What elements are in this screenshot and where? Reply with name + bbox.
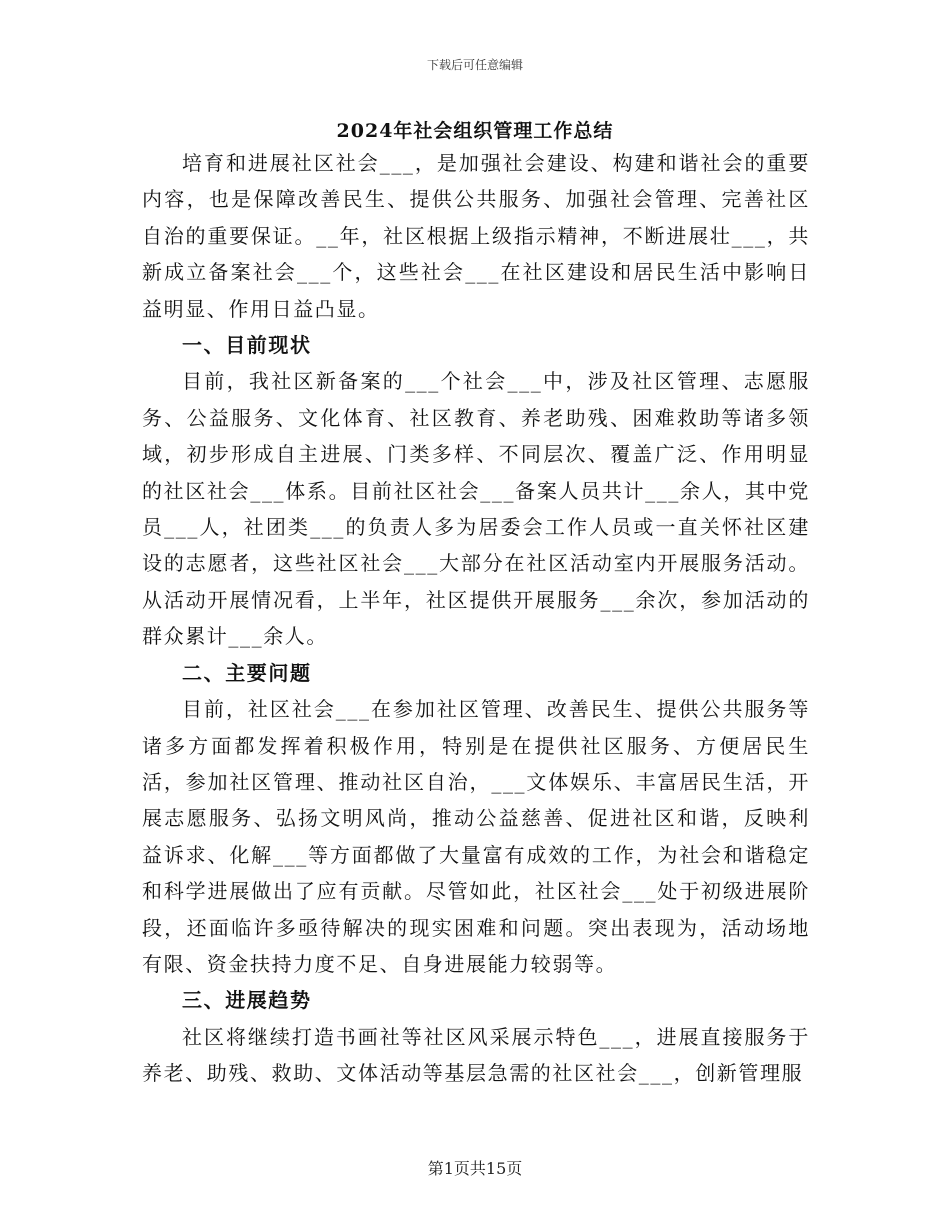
section-2-paragraph: 目前，社区社会___在参加社区管理、改善民生、提供公共服务等诸多方面都发挥着积极作用，特别是在提供社区服务、方便居民生活，参加社区管理、推动社区自治，___文体娱乐、丰富居民生活，开展志愿服务、弘扬文明风尚，推动公益慈善、促进社区和谐，反映利益诉求、化解___等方面都做了大量富有成效的工作，为社会和谐稳定和科学进展做出了应有贡献。尽管如此，社区社会___处于初级进展阶段，还面临许多亟待解决的现实困难和问题。突出表现为，活动场地有限、资金扶持力度不足、自身进展能力较弱等。 <box>142 697 810 976</box>
section-heading-2: 二、主要问题 <box>182 660 312 685</box>
page-number-footer: 第1页共15页 <box>427 1159 523 1178</box>
intro-paragraph: 培育和进展社区社会___，是加强社会建设、构建和谐社会的重要内容，也是保障改善民生、提供公共服务、加强社会管理、完善社区自治的重要保证。__年，社区根据上级指示精神，不断进展壮___，共新成立备案社会___个，这些社会___在社区建设和居民生活中影响日益明显、作用日益凸显。 <box>142 151 810 321</box>
document-body <box>142 145 810 1092</box>
document-title: 2024年社会组织管理工作总结 <box>336 120 614 142</box>
header-note: 下载后可任意编辑 <box>426 58 523 72</box>
section-1-paragraph: 目前，我社区新备案的___个社会___中，涉及社区管理、志愿服务、公益服务、文化体育、社区教育、养老助残、困难救助等诸多领域，初步形成自主进展、门类多样、不同层次、覆盖广泛、作用明显的社区社会___体系。目前社区社会___备案人员共计___余人，其中党员___人，社团类___的负责人多为居委会工作人员或一直关怀社区建设的志愿者，这些社区社会___大部分在社区活动室内开展服务活动。从活动开展情况看，上半年，社区提供开展服务___余次，参加活动的群众累计___余人。 <box>142 369 810 649</box>
section-heading-3: 三、进展趋势 <box>182 988 312 1013</box>
section-3-paragraph: 社区将继续打造书画社等社区风采展示特色___，进展直接服务于养老、助残、救助、文体活动等基层急需的社区社会___，创新管理服 <box>142 1024 810 1086</box>
section-heading-1: 一、目前现状 <box>182 333 312 358</box>
